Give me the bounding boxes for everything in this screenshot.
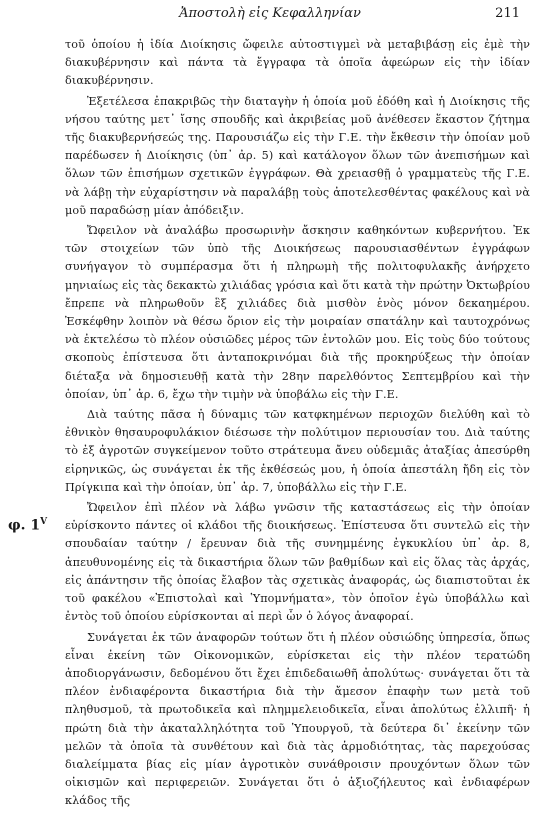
page-number: 211 [495, 6, 520, 21]
folio-label: φ. 1 [8, 517, 41, 534]
paragraph: Ὤφειλον νὰ ἀναλάβω προσωρινὴν ἄσκησιν καθηκόντων κυβερνήτου. Ἐκ τῶν στοιχείων τῶν ὑπὸ τῆς Διοικήσεως παρουσιασθέντων ἐγγράφων συνήγαγον τὸ συμπέρασμα ὅτι ἡ πληρωμὴ τῆς πολιτοφυλακῆς ἀνήρχετο μηνιαίως εἰς τὰς δεκακτὼ χιλιάδας γρόσια καὶ ὅτι κατὰ τὴν πρώτην Ὀκτωβρίου ἔπρεπε νὰ πληρωθοῦν ἓξ χιλιάδες διὰ μισθὸν ἑνὸς μόνον δεκαημέρου. Ἐσκέφθην λοιπὸν νὰ θέσω ὅριον εἰς τὴν μοιραίαν σπατάλην καὶ ταυτοχρόνως νὰ ἐκτελέσω τὸ πλέον οὐσιῶδες μέρος τῶν ἐντολῶν μου. Εἰς τοὺς δύο τούτους σκοποὺς ἐπίστευσα ὅτι ἀνταποκρινόμαι διὰ τῆς προκηρύξεως τὴν ὁποίαν διέταξα νὰ δημοσιευθῇ κατὰ τὴν 28ην παρελθόντος Σεπτεμβρίου καὶ τὴν ὁποίαν, ὑπ᾽ ἀρ. 6, ἔχω τὴν τιμὴν νὰ ὑποβάλω εἰς τὴν Γ.Ε. [65, 224, 530, 401]
paragraph: τοῦ ὁποίου ἡ ἰδία Διοίκησις ὤφειλε αὐτοστιγμεὶ νὰ μεταβιβάσῃ εἰς ἐμὲ τὴν διακυβέρνησιν καὶ πάντα τὰ ἔγγραφα τὰ ὁποῖα ἀφεώρων εἰς τὴν ἰδίαν διακυβέρνησιν. [65, 38, 530, 88]
body-text [65, 36, 530, 813]
paragraph: Ὤφειλον ἐπὶ πλέον νὰ λάβω γνῶσιν τῆς καταστάσεως εἰς τὴν ὁποίαν εὑρίσκοντο πάντες οἱ κλάδοι τῆς διοικήσεως. Ἐπίστευσα ὅτι συντελῶ εἰς τὴν σπουδαίαν ταύτην / ἔρευναν διὰ τῆς συνημμένης ἐγκυκλίου ὑπ᾽ ἀρ. 8, ἀπευθυνομένης εἰς τὰ δικαστήρια ὅλων τῶν βαθμίδων καὶ εἰς ὅλας τὰς ἀρχάς, εἰς ἀπάντησιν τῆς ὁποίας ἔλαβον τὰς σχετικὰς ἀναφοράς, ὡς διαπιστοῦται ἐκ τοῦ φακέλου «Ἐπιστολαὶ καὶ Ὑπομνήματα», τὸν ὁποῖον ἐγὼ ὑποβάλλω καὶ ἐντὸς τοῦ ὁποίου εὑρίσκονται αἱ περὶ ὧν ὁ λόγος ἀναφοραί. [65, 501, 530, 624]
paragraph: Διὰ ταύτης πᾶσα ἡ δύναμις τῶν κατφκημένων περιοχῶν διελύθη καὶ τὸ ἐθνικὸν θησαυροφυλάκιον διέσωσε τὴν πολύτιμον περιουσίαν του. Διὰ ταύτης τὸ ἐξ ἀγροτῶν συγκείμενον τοῦτο στράτευμα ἄνευ οὐδεμιᾶς ἀταξίας ἀπεσύρθη εἰρηνικῶς, ὡς συνάγεται ἐκ τῆς ἐκθέσεώς μου, ἡ ὁποία ἀπεστάλη ἤδη εἰς τὸν Πρίγκιπα καὶ τὴν ὁποίαν, ὑπ᾽ ἀρ. 7, ὑποβάλλω εἰς τὴν Γ.Ε. [65, 408, 530, 494]
paragraph: Ἐξετέλεσα ἐπακριβῶς τὴν διαταγὴν ἡ ὁποία μοῦ ἐδόθη καὶ ἡ Διοίκησις τῆς νήσου ταύτης μετ᾽ ἴσης σπουδῆς καὶ ἀκριβείας μοῦ ἀνέθεσεν ἕκαστον ζήτημα τῆς διακυβερνήσεώς της. Παρουσιάζω εἰς τὴν Γ.Ε. τὴν ἔκθεσιν τὴν ὁποίαν μοῦ παρέδωσεν ἡ Διοίκησις (ὑπ᾽ ἀρ. 5) καὶ κατάλογον ὅλων τῶν ἀνεπισήμων καὶ ὅλων τῶν ἐπισήμων σχετικῶν ἐγγράφων. Θὰ χρειασθῇ ὁ γραμματεὺς τῆς Γ.Ε. νὰ λάβῃ τὴν εὐχαρίστησιν νὰ παραλάβῃ τοὺς ἀποτελεσθέντας φακέλους καὶ νὰ μοῦ παραδώσῃ μίαν ἀπόδειξιν. [65, 94, 530, 217]
folio-margin-note [8, 517, 47, 534]
folio-side: V [40, 517, 48, 527]
running-title: Ἀποστολὴ εἰς Κεφαλληνίαν [179, 6, 361, 21]
paragraph: Συνάγεται ἐκ τῶν ἀναφορῶν τούτων ὅτι ἡ πλέον οὐσιώδης ὑπηρεσία, ὅπως εἶναι ἐκείνη τῶν Οἰκονομικῶν, εὑρίσκεται εἰς τὴν πλέον τερατώδη ἀποδιοργάνωσιν, δεδομένου ὅτι ἔχει ἐπιδεδαιωθῆ ἀπολύτως· συνάγεται ὅτι τὰ πλέον ἐνδιαφέροντα δικαστήρια διὰ τὴν ἄμεσον ἐπαφὴν των μετὰ τοῦ πληθυσμοῦ, τὰ πρωτοδικεῖα καὶ πλημμελειοδικεῖα, εἶναι ἀπολύτως ἐλλιπῆ· ἡ πρώτη διὰ τὴν ἀκαταλληλότητα τοῦ Ὑπουργοῦ, τὰ δεύτερα δι᾽ ἐκείνην τῶν μελῶν τὰ ὁποῖα τὰ συνθέτουν καὶ διὰ τὰς ἁρμοδιότητας, τὰς παρεχούσας διαλείμματα βίας εἰς μίαν ἀγροτικὸν συνάθροισιν προυχόντων ὅλων τῶν οἰκισμῶν καὶ περιφερειῶν. Συνάγεται ὅτι ὁ ἀξιοζήλευτος καὶ ἐνδιαφέρων κλάδος τῆς [65, 630, 530, 808]
page-header [0, 6, 550, 28]
